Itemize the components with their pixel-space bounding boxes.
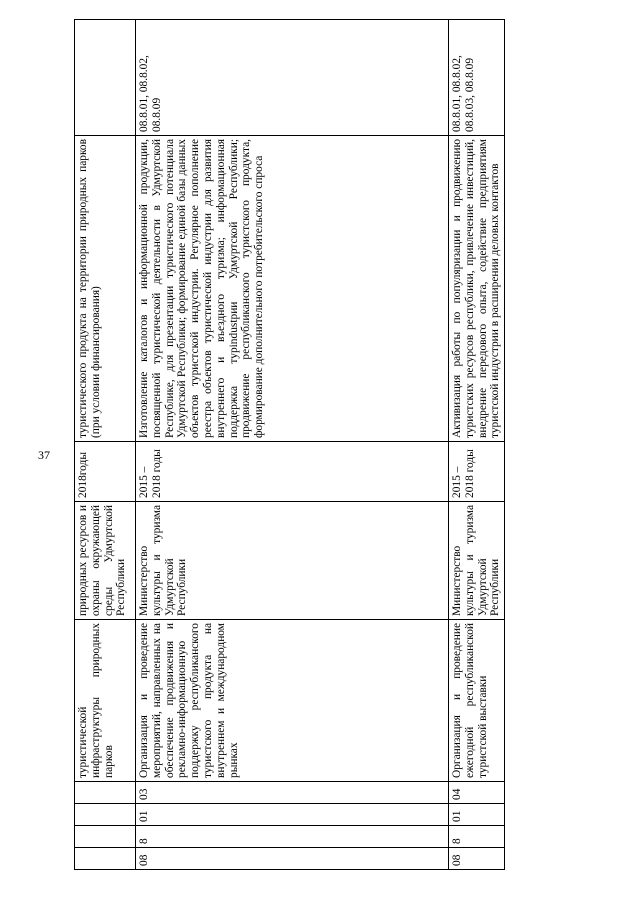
code-cell: 8 [449,826,505,848]
code-cell: 08 [449,848,505,870]
measure-name-cell: туристической инфраструктуры природных парков [75,620,136,782]
code-cell [75,848,136,870]
code-cell [75,826,136,848]
code-cell [75,782,136,804]
table-row [75,20,136,870]
executor-cell: природных ресурсов и охраны окружающей среды Удмуртской Республики [75,502,136,620]
measure-name-cell: Организация и проведение ежегодной республиканской туристской выставки [449,620,505,782]
code-cell [75,804,136,826]
table-row [449,20,505,870]
result-cell: Изготовление каталогов и информационной продукции, посвященной туристической деятельности в Удмуртской Республике, для презентации туристического потенциала Удмуртской Республики; формирование единой базы данных объектов туристской индустрии. Регулярное пополнение реестра объектов туристической индустрии для развития внутреннего и въездного туризма; информационная поддержка турindustрии Удмуртской Республики; продвижение республиканского туристского продукта, формирование дополнительного потребительского спроса [136,136,449,442]
code-cell: 03 [136,782,449,804]
code-cell: 8 [136,826,449,848]
code-cell: 01 [136,804,449,826]
page-number: 37 [38,448,50,462]
program-measures-table [74,19,505,870]
code-cell: 08 [136,848,449,870]
code-cell: 04 [449,782,505,804]
table-row [136,20,449,870]
executor-cell: Министерство культуры и туризма Удмуртской Республики [449,502,505,620]
indicators-cell: 08.8.01, 08.8.02, 08.8.03, 08.8.09 [449,20,505,136]
rotated-table-wrapper [74,20,502,870]
indicators-cell [75,20,136,136]
period-cell: 2015 – 2018 годы [449,442,505,502]
measure-name-cell: Организация и проведение мероприятий, направленных на обеспечение продвижения и рекламно-информационную поддержку республиканского туристского продукта на внутреннем и международном рынках [136,620,449,782]
period-cell: 2018годы [75,442,136,502]
indicators-cell: 08.8.01, 08.8.02, 08.8.09 [136,20,449,136]
result-cell: Активизация работы по популяризации и продвижению туристских ресурсов республики, привлечение инвестиций, внедрение передового опыта, содействие предприятиям туристской индустрии в расширении деловых контактов [449,136,505,442]
period-cell: 2015 – 2018 годы [136,442,449,502]
executor-cell: Министерство культуры и туризма Удмуртской Республики [136,502,449,620]
result-cell: туристического продукта на территории природных парков (при условии финансирования) [75,136,136,442]
code-cell: 01 [449,804,505,826]
